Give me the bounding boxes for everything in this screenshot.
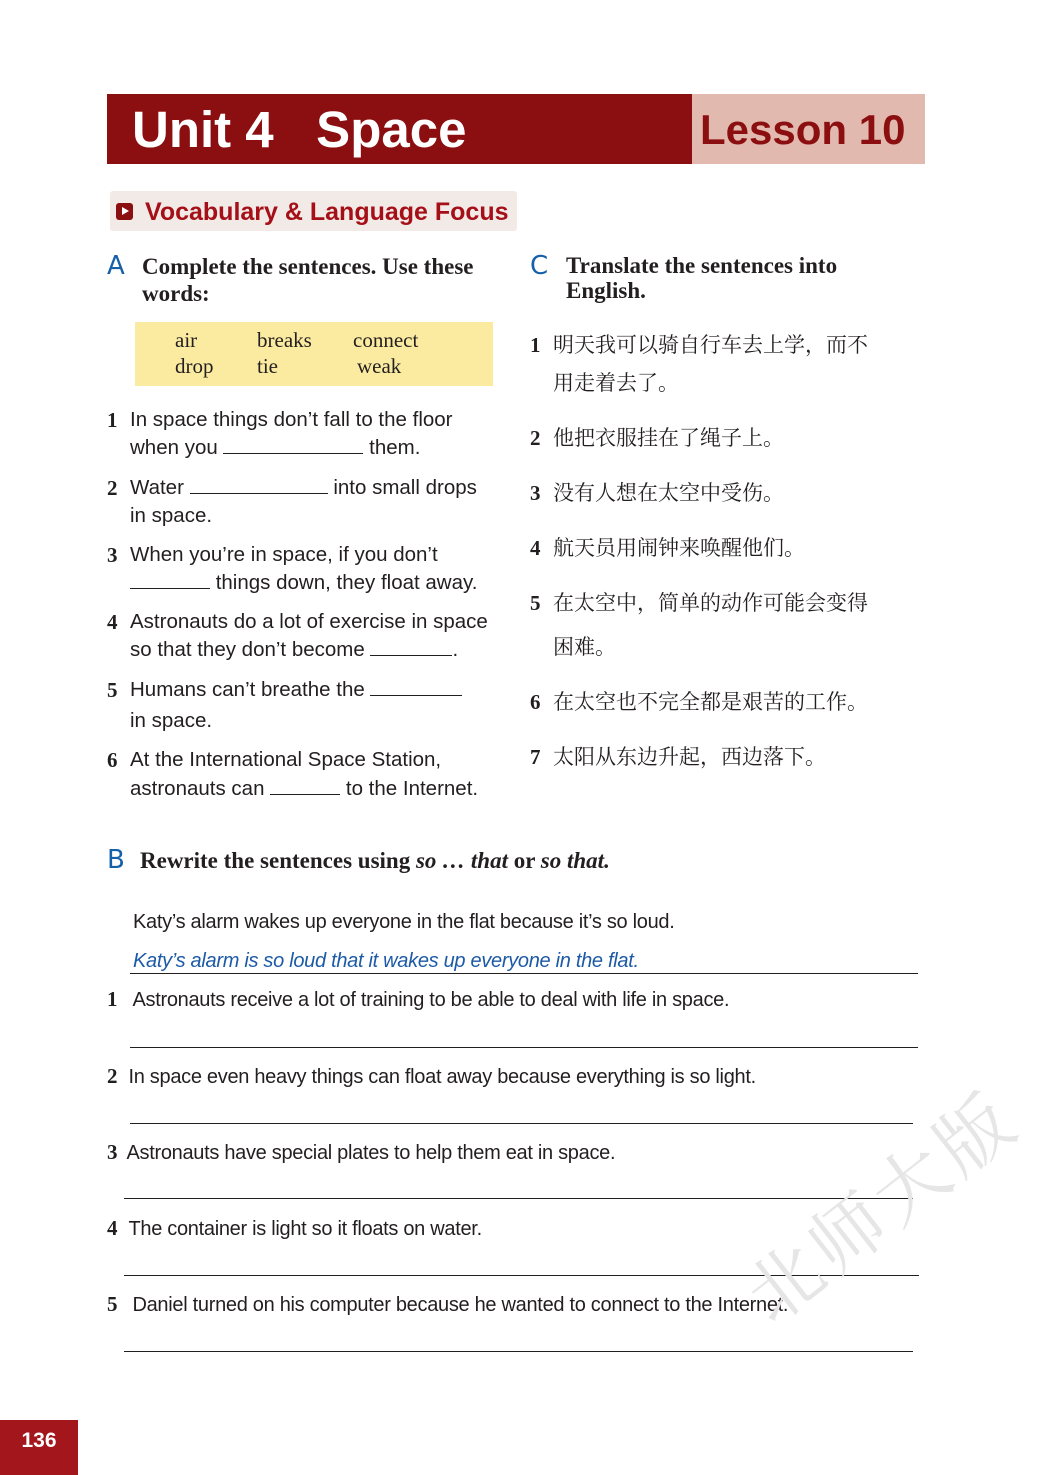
item-text: into small drops xyxy=(333,476,477,499)
item-text: in space. xyxy=(130,709,213,732)
section-c-instruction xyxy=(566,253,837,303)
watermark: 北师大版 xyxy=(729,1075,1035,1341)
item-text: 明天我可以骑自行车去上学，而不 xyxy=(553,333,868,357)
page-number: 136 xyxy=(21,1429,57,1452)
item-text: At the International Space Station, xyxy=(130,748,442,771)
item-text: Astronauts receive a lot of training to be able to deal with life in space. xyxy=(132,989,730,1011)
page-number-tab xyxy=(0,1420,78,1475)
item-number: 2 xyxy=(530,426,541,450)
answer-blank[interactable] xyxy=(370,637,452,656)
rewrite-item xyxy=(107,1064,756,1089)
exercise-a-item xyxy=(107,406,507,459)
translate-item xyxy=(530,683,868,721)
translate-item xyxy=(530,738,826,776)
section-b-instruction xyxy=(140,847,610,874)
item-text: In space things don’t fall to the floor xyxy=(130,408,453,431)
item-number: 6 xyxy=(530,690,541,714)
item-text: 在太空也不完全都是艰苦的工作。 xyxy=(553,690,868,714)
section-b-letter: B xyxy=(107,845,125,875)
item-text: things down, they float away. xyxy=(215,571,478,594)
rewrite-item xyxy=(107,1140,615,1165)
section-banner-title: Vocabulary & Language Focus xyxy=(145,198,509,226)
item-number: 5 xyxy=(530,591,541,615)
item-number: 2 xyxy=(107,1064,118,1088)
item-number: 6 xyxy=(107,748,118,772)
item-number: 1 xyxy=(107,408,118,432)
section-c-instruction-line2: English. xyxy=(566,278,646,303)
word-bank-item: air xyxy=(175,328,198,352)
item-number: 1 xyxy=(530,333,541,357)
translate-item xyxy=(530,584,868,659)
lesson-title-bar xyxy=(692,94,925,164)
item-text: 他把衣服挂在了绳子上。 xyxy=(553,426,784,450)
answer-blank[interactable] xyxy=(223,435,363,454)
item-number: 3 xyxy=(107,543,118,567)
item-text: 在太空中，简单的动作可能会变得 xyxy=(553,591,868,615)
item-text: 太阳从东边升起，西边落下。 xyxy=(553,745,826,769)
answer-line xyxy=(130,973,918,974)
translate-item xyxy=(530,326,868,395)
rewrite-item xyxy=(107,987,729,1012)
word-bank-item: tie xyxy=(257,354,278,378)
item-text: When you’re in space, if you don’t xyxy=(130,543,438,566)
unit-title: Unit 4 Space xyxy=(132,101,467,158)
lesson-title: Lesson 10 xyxy=(700,106,906,153)
section-a-instruction-line2: words: xyxy=(142,281,210,306)
section-a-letter: A xyxy=(107,251,125,281)
item-number: 3 xyxy=(530,481,541,505)
translate-item xyxy=(530,529,805,567)
answer-blank[interactable] xyxy=(130,570,210,589)
word-bank-item: connect xyxy=(353,328,419,352)
rewrite-item xyxy=(107,1292,788,1317)
answer-line[interactable] xyxy=(124,1351,913,1352)
item-text: them. xyxy=(369,436,421,459)
item-number: 3 xyxy=(107,1140,118,1164)
unit-header xyxy=(107,94,925,164)
item-text: so that they don’t become xyxy=(130,638,365,661)
item-text: 用走着去了。 xyxy=(553,371,679,395)
item-text: 困难。 xyxy=(553,635,616,659)
unit-title-bar xyxy=(107,94,692,164)
word-bank-item: breaks xyxy=(257,328,312,352)
item-text: The container is light so it floats on water. xyxy=(128,1218,482,1240)
item-number: 5 xyxy=(107,678,118,702)
item-text: . xyxy=(452,638,459,661)
item-number: 5 xyxy=(107,1292,118,1316)
word-bank-item: drop xyxy=(175,354,214,378)
exercise-a-item xyxy=(107,608,507,661)
section-banner xyxy=(110,191,517,231)
answer-blank[interactable] xyxy=(370,677,462,696)
answer-line[interactable] xyxy=(130,1047,918,1048)
item-number: 2 xyxy=(107,476,118,500)
item-text: Water xyxy=(130,476,184,499)
exercise-a-item xyxy=(107,474,507,527)
item-number: 4 xyxy=(530,536,541,560)
rewrite-item xyxy=(107,1216,482,1241)
instruction-text: so that. xyxy=(540,848,610,873)
example-answer: Katy’s alarm is so loud that it wakes up everyone in the flat. xyxy=(133,950,639,972)
section-a-instruction xyxy=(142,253,474,307)
item-text: Astronauts have special plates to help them eat in space. xyxy=(126,1142,616,1164)
example-sentence: Katy’s alarm wakes up everyone in the flat because it’s so loud. xyxy=(133,911,675,933)
answer-blank[interactable] xyxy=(190,475,328,494)
instruction-text: or xyxy=(508,848,541,873)
instruction-text: Rewrite the sentences using xyxy=(140,848,416,873)
exercise-a-item xyxy=(107,746,507,800)
item-number: 7 xyxy=(530,745,541,769)
item-number: 4 xyxy=(107,610,118,634)
section-c-instruction-line1: Translate the sentences into xyxy=(566,253,838,278)
exercise-a-item xyxy=(107,676,507,732)
play-icon xyxy=(116,203,133,220)
exercise-a-item xyxy=(107,541,507,594)
section-c-letter: C xyxy=(530,251,549,281)
item-text: Astronauts do a lot of exercise in space xyxy=(130,610,488,633)
item-number: 1 xyxy=(107,987,118,1011)
item-text: Humans can’t breathe the xyxy=(130,678,365,701)
translate-item xyxy=(530,474,784,512)
item-text: In space even heavy things can float away because everything is so light. xyxy=(128,1066,756,1088)
word-bank xyxy=(135,322,493,386)
item-text: astronauts can xyxy=(130,777,265,800)
item-text: to the Internet. xyxy=(345,777,479,800)
item-number: 4 xyxy=(107,1216,118,1240)
item-text: 航天员用闹钟来唤醒他们。 xyxy=(553,536,805,560)
answer-line[interactable] xyxy=(130,1123,913,1124)
answer-blank[interactable] xyxy=(270,776,340,795)
answer-line[interactable] xyxy=(124,1198,913,1199)
item-text: in space. xyxy=(130,504,213,527)
item-text: 没有人想在太空中受伤。 xyxy=(553,481,784,505)
item-text: Daniel turned on his computer because he wanted to connect to the Internet. xyxy=(132,1294,789,1316)
word-bank-item: weak xyxy=(357,354,402,378)
translate-item xyxy=(530,419,784,457)
instruction-text: so … that xyxy=(415,848,508,873)
item-text: when you xyxy=(130,436,218,459)
section-a-instruction-line1: Complete the sentences. Use these xyxy=(142,254,474,279)
